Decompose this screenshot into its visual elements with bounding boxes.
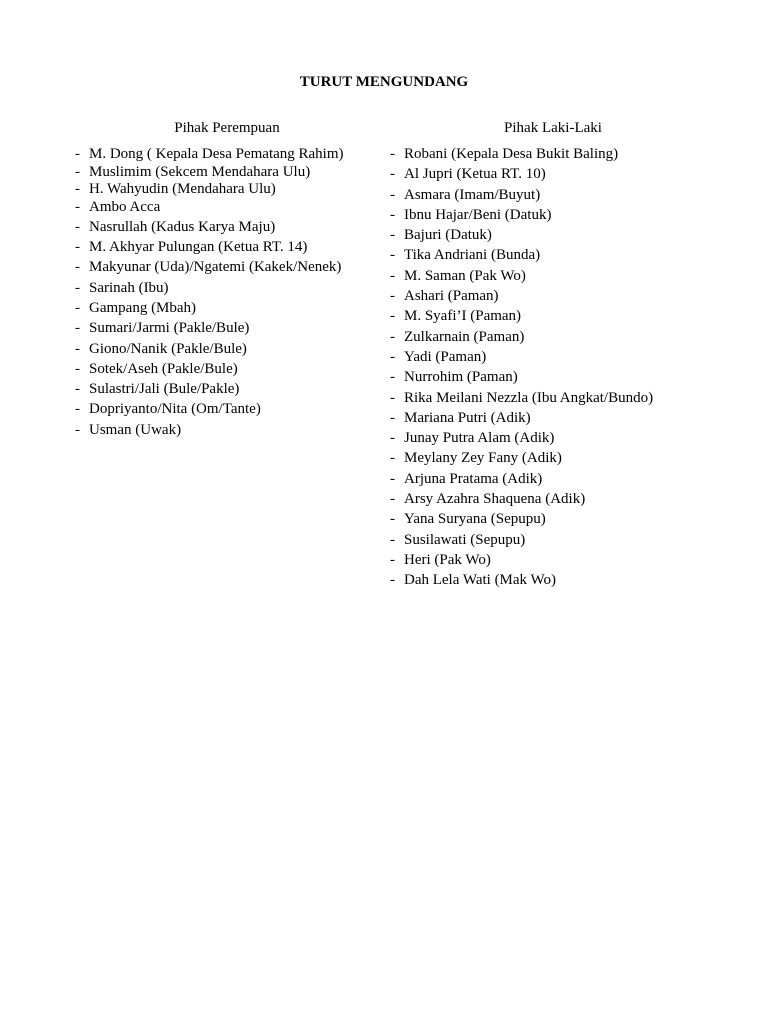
list-item <box>390 347 730 367</box>
list-bullet: - <box>75 340 80 357</box>
list-item-text: Robani (Kepala Desa Bukit Baling) <box>404 146 619 162</box>
list-item-text: Meylany Zey Fany (Adik) <box>404 450 562 467</box>
left-column-heading: Pihak Perempuan <box>174 120 280 136</box>
list-item-text: Nurrohim (Paman) <box>404 369 518 386</box>
list-bullet: - <box>390 409 395 426</box>
list-item-text: Yana Suryana (Sepupu) <box>404 511 546 528</box>
list-item-text: Ibnu Hajar/Beni (Datuk) <box>404 206 552 223</box>
right-invitee-list <box>390 144 730 591</box>
list-item-text: Nasrullah (Kadus Karya Maju) <box>89 218 276 235</box>
list-bullet: - <box>390 551 395 568</box>
list-item-text: Muslimim (Sekcem Mendahara Ulu) <box>89 163 311 180</box>
list-bullet: - <box>75 239 80 256</box>
list-item-text: Asmara (Imam/Buyut) <box>404 186 541 203</box>
list-bullet: - <box>390 146 395 162</box>
list-item <box>390 388 730 408</box>
list-item-text: Gampang (Mbah) <box>89 299 197 316</box>
list-item-text: Zulkarnain (Paman) <box>404 328 525 345</box>
list-bullet: - <box>390 267 395 284</box>
list-item-text: Mariana Putri (Adik) <box>404 409 531 426</box>
list-item <box>75 298 375 318</box>
list-item <box>75 278 375 298</box>
list-item <box>75 359 375 379</box>
list-bullet: - <box>390 308 395 325</box>
list-item-text: Arsy Azahra Shaquena (Adik) <box>404 491 586 508</box>
list-item <box>75 379 375 399</box>
list-bullet: - <box>390 348 395 365</box>
list-item <box>75 144 375 162</box>
list-bullet: - <box>390 206 395 223</box>
list-item <box>75 197 375 217</box>
list-bullet: - <box>390 430 395 447</box>
list-item-text: Usman (Uwak) <box>89 421 182 438</box>
list-bullet: - <box>75 259 80 276</box>
list-item <box>390 286 730 306</box>
list-bullet: - <box>390 531 395 548</box>
list-bullet: - <box>75 218 80 235</box>
list-item-text: M. Akhyar Pulungan (Ketua RT. 14) <box>89 239 308 256</box>
list-bullet: - <box>75 181 80 197</box>
list-item <box>390 225 730 245</box>
list-item <box>75 217 375 237</box>
list-bullet: - <box>75 146 80 162</box>
list-bullet: - <box>75 320 80 337</box>
list-bullet: - <box>390 511 395 528</box>
list-item <box>390 428 730 448</box>
list-item <box>390 550 730 570</box>
list-item-text: M. Dong ( Kepala Desa Pematang Rahim) <box>89 146 344 162</box>
list-item-text: Dopriyanto/Nita (Om/Tante) <box>89 401 261 418</box>
list-item <box>390 306 730 326</box>
list-item <box>75 420 375 440</box>
list-bullet: - <box>75 279 80 296</box>
list-bullet: - <box>390 288 395 305</box>
list-item-text: Al Jupri (Ketua RT. 10) <box>404 166 546 183</box>
list-item <box>390 509 730 529</box>
list-item <box>75 339 375 359</box>
list-item-text: Makyunar (Uda)/Ngatemi (Kakek/Nenek) <box>89 259 342 276</box>
list-item <box>390 205 730 225</box>
list-item <box>390 266 730 286</box>
list-bullet: - <box>390 247 395 264</box>
list-bullet: - <box>390 227 395 244</box>
list-bullet: - <box>75 163 80 180</box>
list-bullet: - <box>390 166 395 183</box>
list-item <box>75 162 375 180</box>
list-bullet: - <box>75 299 80 316</box>
list-item <box>75 257 375 277</box>
list-bullet: - <box>390 491 395 508</box>
list-item <box>75 318 375 338</box>
list-item-text: Sulastri/Jali (Bule/Pakle) <box>89 381 240 398</box>
list-bullet: - <box>75 381 80 398</box>
list-bullet: - <box>75 360 80 377</box>
list-item-text: Ambo Acca <box>89 198 161 215</box>
list-bullet: - <box>390 572 395 589</box>
list-item <box>390 185 730 205</box>
list-item-text: Tika Andriani (Bunda) <box>404 247 541 264</box>
list-item-text: Sumari/Jarmi (Pakle/Bule) <box>89 320 250 337</box>
list-bullet: - <box>390 369 395 386</box>
list-item-text: Giono/Nanik (Pakle/Bule) <box>89 340 247 357</box>
document-title: TURUT MENGUNDANG <box>299 74 469 90</box>
list-item-text: Heri (Pak Wo) <box>404 551 491 568</box>
list-item <box>390 245 730 265</box>
list-item <box>75 179 375 197</box>
list-item <box>390 448 730 468</box>
list-bullet: - <box>390 389 395 406</box>
list-item <box>75 237 375 257</box>
list-item <box>390 570 730 590</box>
left-invitee-list <box>75 144 375 440</box>
list-item-text: Dah Lela Wati (Mak Wo) <box>404 572 556 589</box>
list-bullet: - <box>390 328 395 345</box>
list-bullet: - <box>390 470 395 487</box>
list-item <box>390 469 730 489</box>
list-bullet: - <box>390 450 395 467</box>
list-bullet: - <box>75 421 80 438</box>
list-item-text: H. Wahyudin (Mendahara Ulu) <box>89 181 276 197</box>
list-item <box>390 367 730 387</box>
list-item-text: Yadi (Paman) <box>404 348 487 365</box>
list-item-text: Susilawati (Sepupu) <box>404 531 526 548</box>
list-item-text: Sotek/Aseh (Pakle/Bule) <box>89 360 238 377</box>
list-item-text: Bajuri (Datuk) <box>404 227 492 244</box>
list-item-text: Ashari (Paman) <box>404 288 499 305</box>
list-item-text: M. Saman (Pak Wo) <box>404 267 526 284</box>
list-bullet: - <box>75 198 80 215</box>
list-item-text: Junay Putra Alam (Adik) <box>404 430 555 447</box>
list-item-text: Sarinah (Ibu) <box>89 279 169 296</box>
list-item <box>390 144 730 164</box>
list-item <box>390 489 730 509</box>
list-bullet: - <box>75 401 80 418</box>
list-item-text: Rika Meilani Nezzla (Ibu Angkat/Bundo) <box>404 389 654 406</box>
right-column-heading: Pihak Laki-Laki <box>504 120 602 136</box>
list-bullet: - <box>390 186 395 203</box>
list-item <box>75 399 375 419</box>
list-item-text: Arjuna Pratama (Adik) <box>404 470 543 487</box>
list-item <box>390 530 730 550</box>
list-item <box>390 327 730 347</box>
list-item <box>390 164 730 184</box>
list-item-text: M. Syafi’I (Paman) <box>404 308 522 325</box>
list-item <box>390 408 730 428</box>
